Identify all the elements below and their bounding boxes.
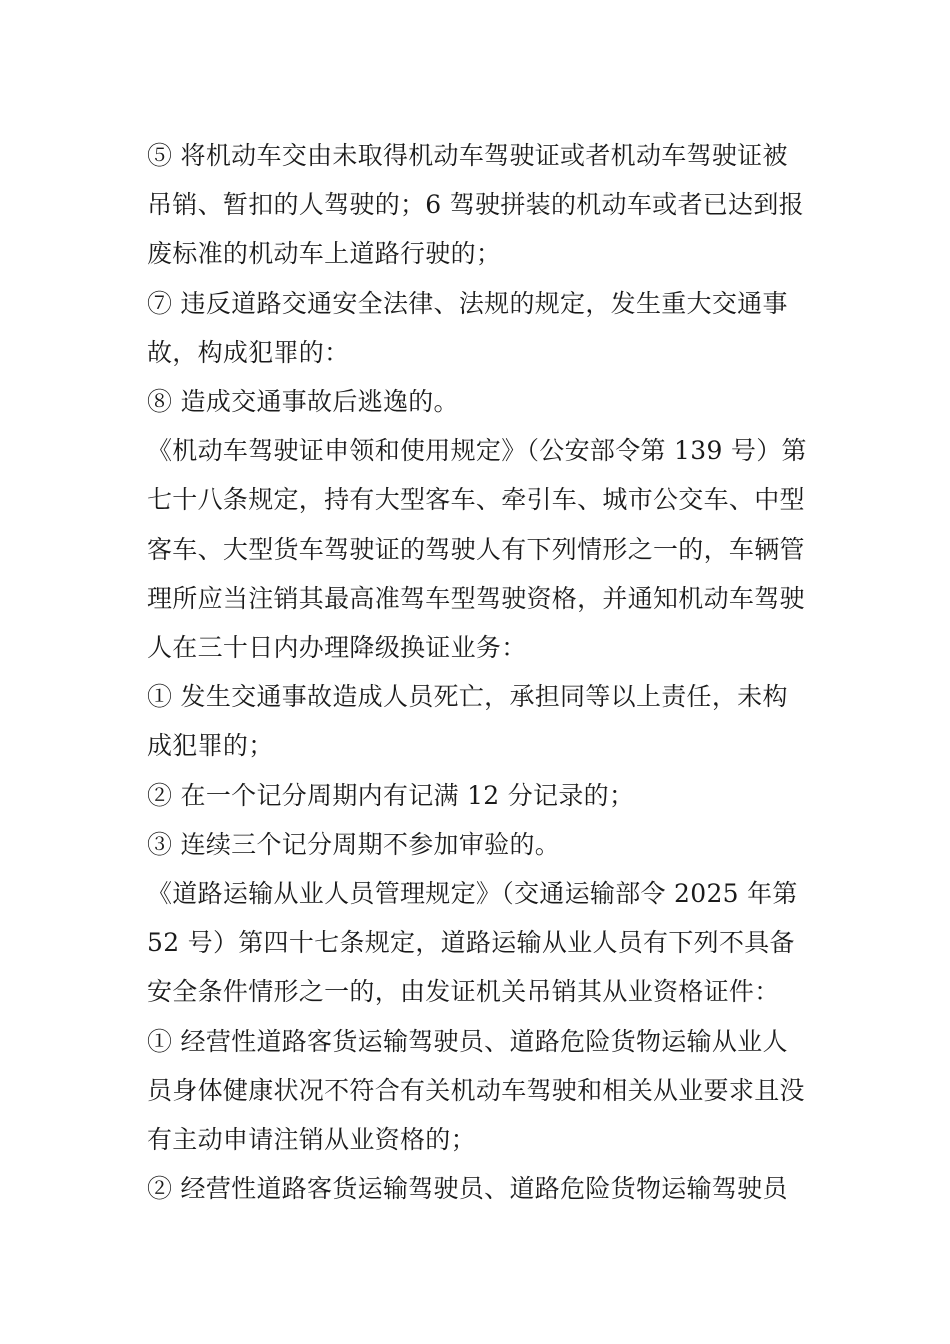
paragraph-license-regulation: 《机动车驾驶证申领和使用规定》（公安部令第 139 号）第七十八条规定，持有大型客车、牵引车、城市公交车、中型客车、大型货车驾驶证的驾驶人有下列情形之一的，车辆管理所应当注销其最高准驾车型驾驶资格，并通知机动车驾驶人在三十日内办理降级换证业务： (147, 436, 807, 663)
paragraph-item-7: ⑦ 违反道路交通安全法律、法规的规定，发生重大交通事故，构成犯罪的： (147, 288, 788, 367)
document-body (147, 131, 812, 1213)
paragraph-transport-regulation: 《道路运输从业人员管理规定》（交通运输部令 2025 年第 52 号）第四十七条规定，道路运输从业人员有下列不具备安全条件情形之一的，由发证机关吊销其从业资格证件： (147, 879, 798, 1007)
paragraph-license-item-3: ③ 连续三个记分周期不参加审验的。 (147, 829, 561, 859)
paragraph-license-item-2: ② 在一个记分周期内有记满 12 分记录的； (147, 780, 635, 810)
paragraph-transport-item-2: ② 经营性道路客货运输驾驶员、道路危险货物运输驾驶员 (147, 1174, 788, 1204)
paragraph-item-5-6: ⑤ 将机动车交由未取得机动车驾驶证或者机动车驾驶证被吊销、暂扣的人驾驶的；6 驾驶拼装的机动车或者已达到报废标准的机动车上道路行驶的； (147, 141, 804, 269)
paragraph-transport-item-1: ① 经营性道路客货运输驾驶员、道路危险货物运输从业人员身体健康状况不符合有关机动车驾驶和相关从业要求且没有主动申请注销从业资格的； (147, 1026, 805, 1155)
paragraph-item-8: ⑧ 造成交通事故后逃逸的。 (147, 387, 459, 417)
paragraph-license-item-1: ① 发生交通事故造成人员死亡，承担同等以上责任，未构成犯罪的； (147, 682, 788, 761)
